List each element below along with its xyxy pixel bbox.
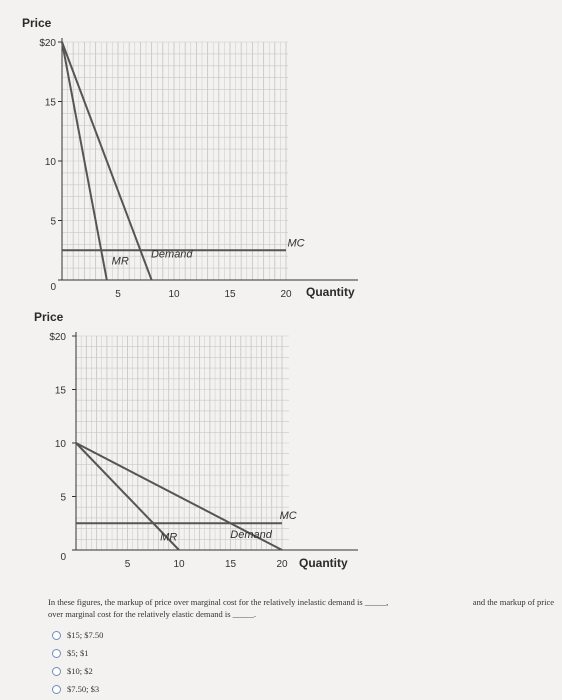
x-tick-label: 5	[115, 289, 121, 300]
y-tick-label: 10	[44, 157, 56, 168]
y-tick-label: 5	[50, 216, 56, 228]
x-tick-label: 15	[224, 289, 236, 300]
x-tick-label: 20	[276, 559, 288, 570]
option-label: $10; $2	[67, 666, 93, 676]
series-label-mc: MC	[287, 237, 305, 250]
option-label: $5; $1	[67, 648, 89, 658]
question-line2: over marginal cost for the relatively elastic demand is _____.	[48, 609, 257, 619]
chart-inelastic-demand	[0, 0, 562, 300]
y-tick-label: $20	[39, 38, 56, 49]
question-line1-right: and the markup of price	[472, 597, 554, 607]
chart-elastic-demand	[0, 300, 562, 590]
y-tick-label: $20	[49, 332, 66, 343]
y-axis-title: Price	[34, 310, 64, 324]
option-label: $7.50; $3	[67, 684, 100, 694]
x-axis-title: Quantity	[306, 285, 355, 299]
answer-option-1[interactable]	[52, 626, 103, 644]
radio-button[interactable]	[52, 631, 61, 640]
y-tick-label: 0	[60, 552, 66, 563]
x-tick-label: 20	[280, 289, 292, 300]
option-label: $15; $7.50	[67, 630, 104, 640]
x-tick-label: 15	[224, 559, 237, 570]
series-label-mr: MR	[160, 531, 178, 544]
x-tick-label: 5	[124, 559, 131, 570]
question-text	[48, 596, 554, 620]
y-tick-label: 10	[54, 439, 66, 450]
x-axis-title: Quantity	[299, 556, 348, 570]
y-axis-title: Price	[22, 16, 52, 30]
y-tick-label: 5	[60, 492, 66, 504]
series-label-mr: MR	[111, 255, 129, 268]
answer-option-3[interactable]	[52, 662, 103, 680]
x-tick-label: 10	[168, 289, 180, 300]
series-label-mc: MC	[279, 509, 297, 522]
y-tick-label: 15	[44, 97, 56, 109]
x-tick-label: 10	[173, 559, 185, 570]
answer-options	[52, 626, 103, 698]
series-label-demand: Demand	[150, 248, 193, 261]
series-label-demand: Demand	[230, 529, 272, 542]
answer-option-2[interactable]	[52, 644, 103, 662]
answer-option-4[interactable]	[52, 680, 103, 698]
radio-button[interactable]	[52, 667, 61, 676]
radio-button[interactable]	[52, 685, 61, 694]
y-tick-label: 0	[50, 282, 56, 293]
radio-button[interactable]	[52, 649, 61, 658]
y-tick-label: 15	[54, 385, 66, 397]
question-line1-left: In these figures, the markup of price over marginal cost for the relatively inelastic demand is _____,	[48, 597, 389, 607]
